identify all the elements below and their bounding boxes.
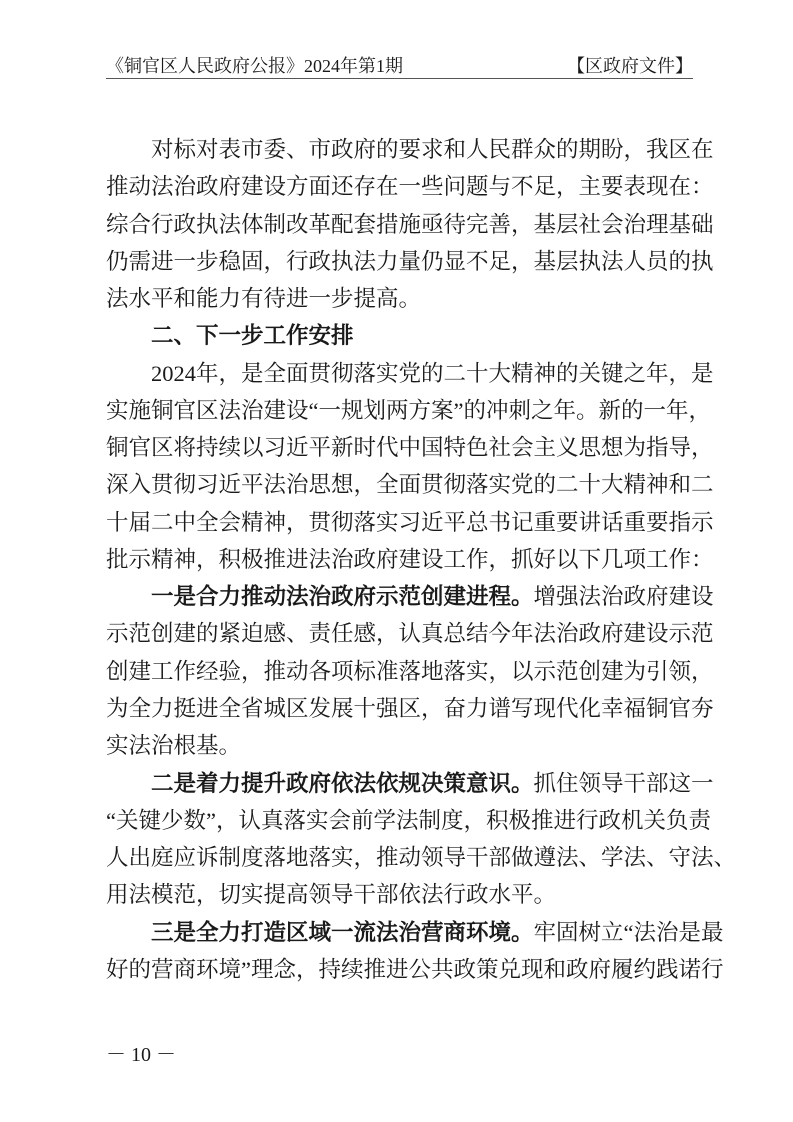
paragraph	[106, 914, 724, 989]
paragraph	[106, 765, 737, 914]
text-line	[106, 206, 714, 243]
text-line	[106, 727, 693, 764]
text-line	[106, 839, 737, 876]
text-line	[106, 243, 714, 280]
text-line	[106, 466, 714, 503]
line-text: 推动法治政府建设方面还存在一些问题与不足，主要表现在：	[106, 174, 714, 200]
line-text: 深入贯彻习近平法治思想，全面贯彻落实党的二十大精神和二	[106, 472, 714, 498]
running-header	[106, 52, 693, 79]
document-body	[106, 131, 737, 988]
text-line	[106, 876, 693, 913]
text-line	[106, 131, 714, 168]
text-line	[106, 914, 724, 951]
bold-lead: 一是合力推动法治政府示范创建进程。	[151, 584, 534, 610]
text-line	[106, 690, 714, 727]
paragraph	[106, 131, 714, 317]
line-text: 实施铜官区法治建设“一规划两方案”的冲刺之年。新的一年，	[106, 397, 711, 423]
section-heading	[106, 317, 693, 354]
line-text: 二、下一步工作安排	[151, 323, 354, 349]
text-line	[106, 504, 714, 541]
line-text: 实法治根基。	[106, 733, 242, 759]
text-line	[106, 615, 714, 652]
text-line	[106, 280, 693, 317]
text-line	[106, 355, 714, 392]
line-text: 人出庭应诉制度落地落实，推动领导干部做遵法、学法、守法、	[106, 845, 737, 871]
bold-lead: 二是着力提升政府依法依规决策意识。	[151, 770, 534, 796]
text-line	[106, 429, 714, 466]
paragraph	[106, 578, 714, 764]
text-line	[106, 802, 711, 839]
line-text: 用法模范，切实提高领导干部依法行政水平。	[106, 882, 557, 908]
line-text: 铜官区将持续以习近平新时代中国特色社会主义思想为指导，	[106, 435, 714, 461]
line-text: 示范创建的紧迫感、责任感，认真总结今年法治政府建设示范	[106, 621, 714, 647]
line-text: 对标对表市委、市政府的要求和人民群众的期盼，我区在	[151, 137, 714, 162]
line-text: 好的营商环境”理念，持续推进公共政策兑现和政府履约践诺行	[106, 956, 724, 982]
line-text: 法水平和能力有待进一步提高。	[106, 286, 422, 312]
line-text: 批示精神，积极推进法治政府建设工作，抓好以下几项工作：	[106, 546, 714, 572]
line-text: 仍需进一步稳固，行政执法力量仍显不足，基层执法人员的执	[106, 248, 714, 274]
line-text: 2024年，是全面贯彻落实党的二十大精神的关键之年，是	[151, 360, 714, 386]
paragraph	[106, 355, 714, 579]
line-text: 为全力挺进全省城区发展十强区，奋力谱写现代化幸福铜官夯	[106, 695, 714, 721]
line-text: 牢固树立“法治是最	[533, 919, 724, 945]
line-text: 增强法治政府建设	[533, 584, 714, 610]
text-line	[106, 317, 693, 354]
line-text: “关键少数”，认真落实会前学法制度，积极推进行政机关负责	[106, 807, 711, 833]
page-number: － 10 －	[106, 1044, 176, 1066]
text-line	[106, 653, 714, 690]
line-text: 抓住领导干部这一	[533, 770, 714, 796]
text-line	[106, 765, 714, 802]
publication-title: 《铜官区人民政府公报》2024年第1期	[106, 56, 403, 76]
section-label: 【区政府文件】	[567, 56, 693, 76]
line-text: 创建工作经验，推动各项标准落地落实，以示范创建为引领，	[106, 658, 714, 684]
text-line	[106, 168, 714, 205]
line-text: 综合行政执法体制改革配套措施亟待完善，基层社会治理基础	[106, 211, 714, 237]
text-line	[106, 392, 711, 429]
bold-lead: 三是全力打造区域一流法治营商环境。	[151, 919, 534, 945]
text-line	[106, 951, 724, 988]
text-line	[106, 541, 714, 578]
line-text: 十届二中全会精神，贯彻落实习近平总书记重要讲话重要指示	[106, 509, 714, 535]
text-line	[106, 578, 714, 615]
